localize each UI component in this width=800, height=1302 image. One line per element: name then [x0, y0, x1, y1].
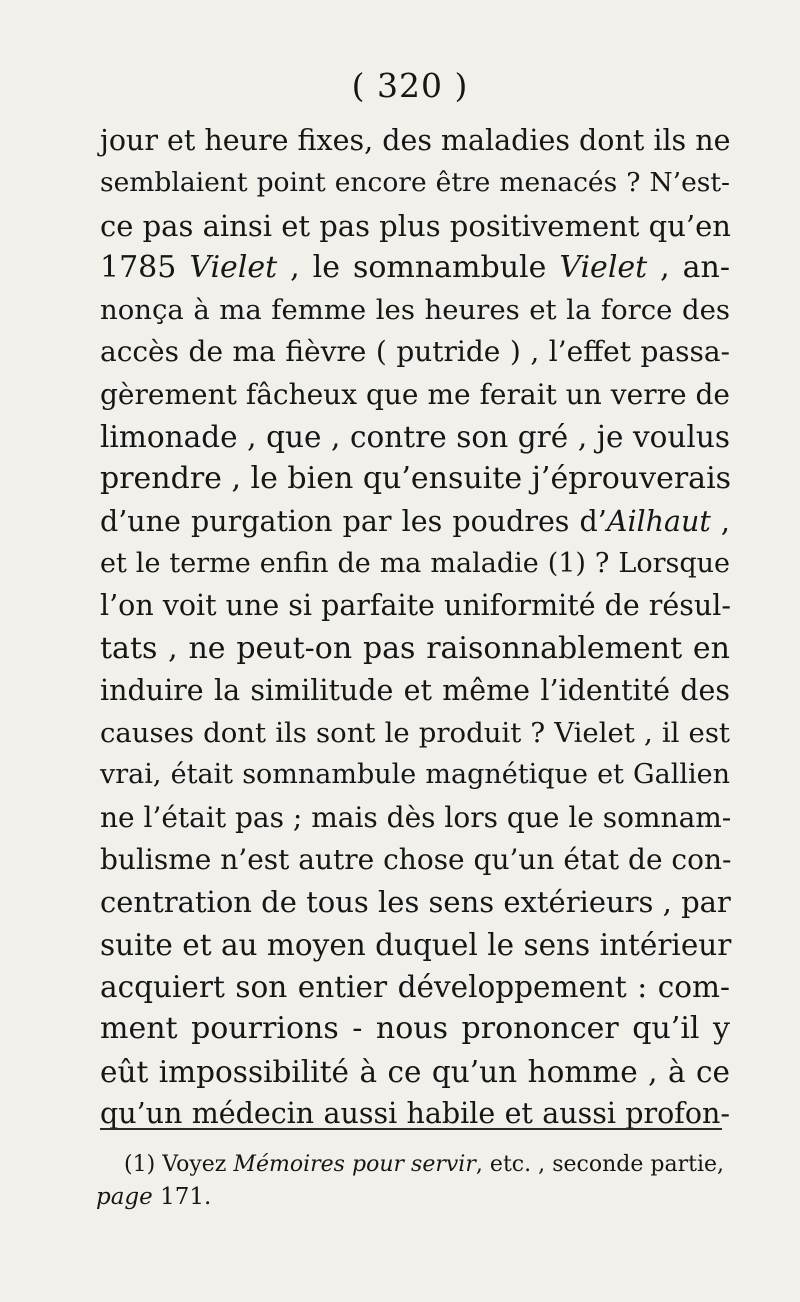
- text-line: [100, 416, 730, 458]
- footnote-prefix: (1) Voyez: [124, 1152, 234, 1177]
- text-run: limonade , que , contre son gré , je voulus: [100, 420, 730, 455]
- text-run: eût impossibilité à ce qu’un homme , à ce: [100, 1054, 730, 1089]
- text-run: semblaient point encore être menacés ? N’est-: [100, 167, 730, 199]
- text-line: [100, 543, 730, 585]
- footnote-page-number: 171.: [152, 1184, 212, 1210]
- text-run: causes dont ils sont le produit ? Vielet , il est: [100, 717, 730, 750]
- footnote-rule: [100, 1128, 722, 1130]
- text-run: , le somnambule: [277, 249, 560, 285]
- text-line: [100, 670, 730, 712]
- text-run: ce pas ainsi et pas plus positivement qu’en: [100, 208, 731, 243]
- text-line: [100, 205, 730, 247]
- footnote-line: [96, 1148, 724, 1181]
- italic-name: Vielet: [559, 249, 648, 285]
- text-line: [100, 374, 730, 416]
- text-run: ne l’était pas ; mais dès lors que le somnam-: [100, 800, 732, 834]
- text-run: d’une purgation par les poudres d’: [100, 504, 607, 538]
- text-line: [100, 1051, 730, 1093]
- text-run: nonça à ma femme les heures et la force des: [100, 294, 730, 327]
- text-line: [100, 628, 730, 670]
- text-line: [100, 458, 730, 500]
- page-number: ( 320 ): [351, 66, 469, 105]
- body-text: [100, 120, 730, 1135]
- text-run: , an-: [647, 249, 731, 285]
- text-line: [100, 712, 730, 754]
- footnote-line: [96, 1181, 724, 1214]
- text-run: l’on voit une si parfaite uniformité de résul-: [100, 589, 732, 623]
- text-run: et le terme enfin de ma maladie (1) ? Lorsque: [100, 547, 730, 579]
- italic-name: Vielet: [189, 249, 278, 285]
- text-run: accès de ma fièvre ( putride ) , l’effet passa-: [100, 335, 730, 369]
- text-line: [100, 289, 730, 331]
- text-line: [100, 881, 730, 923]
- text-line: [100, 247, 730, 289]
- text-run: jour et heure fixes, des maladies dont ils ne: [100, 124, 731, 157]
- text-run: ,: [710, 504, 730, 538]
- text-line: [100, 966, 730, 1008]
- text-run: ment pourrions - nous prononcer qu’il y: [100, 1011, 730, 1047]
- text-line: [100, 501, 730, 543]
- text-run: tats , ne peut-on pas raisonnablement en: [100, 630, 730, 666]
- footnote-suffix: , etc. , seconde partie,: [475, 1152, 724, 1177]
- text-run: induire la similitude et même l’identité des: [100, 673, 730, 707]
- footnote-page-word: page: [96, 1184, 153, 1210]
- text-line: [100, 1008, 730, 1050]
- text-line: [100, 162, 730, 204]
- text-run: vrai, était somnambule magnétique et Gallien: [100, 759, 730, 791]
- text-line: [100, 585, 730, 627]
- text-run: qu’un médecin aussi habile et aussi profon-: [100, 1096, 730, 1130]
- text-line: [100, 754, 730, 796]
- text-run: acquiert son entier développement : com-: [100, 969, 730, 1004]
- text-run: prendre , le bien qu’ensuite j’éprouverais: [100, 461, 732, 497]
- text-line: [100, 839, 730, 881]
- footnote: [96, 1148, 724, 1214]
- text-line: [100, 331, 730, 373]
- footnote-title: Mémoires pour servir: [233, 1152, 476, 1177]
- text-run: 1785: [100, 249, 190, 285]
- text-run: suite et au moyen duquel le sens intérieur: [100, 927, 732, 962]
- text-line: [100, 924, 730, 966]
- text-run: bulisme n’est autre chose qu’un état de con-: [100, 843, 732, 877]
- italic-name: Ailhaut: [606, 504, 711, 538]
- text-run: gèrement fâcheux que me ferait un verre de: [100, 377, 730, 411]
- text-run: centration de tous les sens extérieurs , par: [100, 885, 731, 920]
- text-line: [100, 120, 730, 162]
- text-line: [100, 797, 730, 839]
